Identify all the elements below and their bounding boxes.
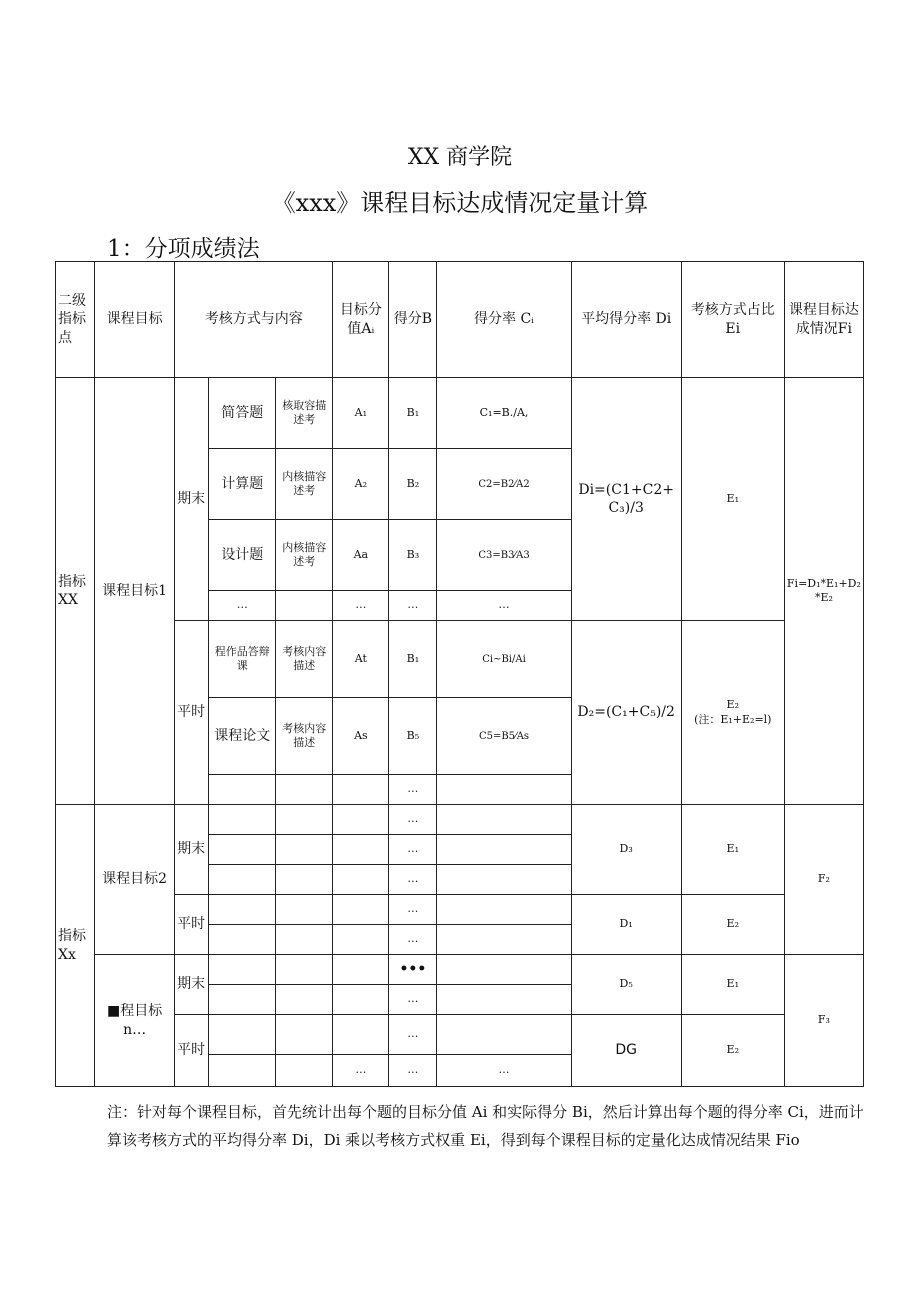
e3-cell: E₁: [681, 805, 784, 895]
a-cell: As: [333, 698, 389, 775]
table-header-row: [56, 262, 864, 378]
footnote: 注：针对每个课程目标，首先统计出每个题的目标分值 Ai 和实际得分 Bi，然后计算出每个题的得分率 Ci，进而计算该考核方式的平均得分率 Di，Di 乘以考核方式权重 Ei，得到每个课程目标的定量化达成情况结果 Fio: [107, 1103, 864, 1149]
a-cell: …: [333, 1055, 389, 1087]
type-cell: 设计题: [209, 520, 276, 591]
desc-cell: 考核内容描述: [276, 698, 333, 775]
header-avg: 平均得分率 Di: [571, 262, 681, 378]
goal2-cell: 课程目标2: [95, 805, 175, 955]
b-cell: …: [389, 805, 437, 835]
header-goal: 课程目标: [95, 262, 175, 378]
desc-cell: [276, 775, 333, 805]
e5-cell: E₁: [681, 955, 784, 1015]
type-cell: [209, 775, 276, 805]
table-row: [56, 955, 864, 985]
d-final-cell: Di=(C1+C2+C₃)/3: [571, 378, 681, 621]
d5-cell: D₅: [571, 955, 681, 1015]
b-cell: …: [389, 1015, 437, 1055]
regular-label: 平时: [175, 621, 209, 805]
table-row: [56, 621, 864, 698]
c-cell: C3=B3⁄A3: [437, 520, 571, 591]
table-row: [56, 378, 864, 449]
e-final-cell: E₁: [681, 378, 784, 621]
b-cell: …: [389, 775, 437, 805]
final-label: 期末: [175, 805, 209, 895]
header-method: 考核方式与内容: [175, 262, 333, 378]
b-cell: B₁: [389, 378, 437, 449]
f2-cell: F₂: [784, 805, 863, 955]
b-cell: …: [389, 985, 437, 1015]
header-target: 目标分值Aᵢ: [333, 262, 389, 378]
b-cell: …: [389, 895, 437, 925]
b-cell: B₅: [389, 698, 437, 775]
header-score: 得分B: [389, 262, 437, 378]
b-cell: B₃: [389, 520, 437, 591]
d-regular-cell: D₂=(C₁+C₅)/2: [571, 621, 681, 805]
eg-cell: E₂: [681, 1015, 784, 1087]
regular-label: 平时: [175, 1015, 209, 1087]
c-cell: Ci~Bi/Ai: [437, 621, 571, 698]
type-cell: 程作品答辩课: [209, 621, 276, 698]
d1-cell: D₁: [571, 895, 681, 955]
d3-cell: D₃: [571, 805, 681, 895]
document-title: 《xxx》课程目标达成情况定量计算: [271, 189, 649, 217]
b-cell: …: [389, 835, 437, 865]
c-cell: [437, 775, 571, 805]
header-rate: 得分率 Cᵢ: [437, 262, 571, 378]
f-cell: Fi=D₁*E₁+D₂*E₂: [784, 378, 863, 805]
final-label: 期末: [175, 378, 209, 621]
b-cell: B₁: [389, 621, 437, 698]
indicator2-cell: 指标Xx: [56, 805, 95, 1087]
institution-title: XX 商学院: [407, 145, 513, 170]
regular-label: 平时: [175, 895, 209, 955]
desc-cell: 考核内容描述: [276, 621, 333, 698]
type-cell: 课程论文: [209, 698, 276, 775]
final-label: 期末: [175, 955, 209, 1015]
achievement-table: [55, 261, 864, 1087]
type-cell: …: [209, 591, 276, 621]
c-cell: …: [437, 1055, 571, 1087]
table-row: [56, 895, 864, 925]
b-cell: …: [389, 865, 437, 895]
a-cell: …: [333, 591, 389, 621]
a-cell: [333, 775, 389, 805]
e-regular-value: E₂: [726, 698, 739, 712]
a-cell: At: [333, 621, 389, 698]
type-cell: 计算题: [209, 449, 276, 520]
c-cell: C2=B2⁄A2: [437, 449, 571, 520]
c-cell: C5=B5⁄As: [437, 698, 571, 775]
b-cell: B₂: [389, 449, 437, 520]
e1-cell: E₂: [681, 895, 784, 955]
indicator-cell: 指标XX: [56, 378, 95, 805]
table-row: [56, 1015, 864, 1055]
header-ratio: 考核方式占比 Ei: [681, 262, 784, 378]
b-cell: …: [389, 1055, 437, 1087]
b-cell: •••: [389, 955, 437, 985]
dg-cell: DG: [571, 1015, 681, 1087]
section-heading: 1：分项成绩法: [107, 236, 260, 262]
f3-cell: F₃: [784, 955, 863, 1087]
c-cell: C₁=B./A,: [437, 378, 571, 449]
desc-cell: [276, 591, 333, 621]
table-row: [56, 805, 864, 835]
b-cell: …: [389, 925, 437, 955]
e-regular-cell: [681, 621, 784, 805]
goaln-cell: ■程目标 n…: [95, 955, 175, 1087]
desc-cell: 内核描容述考: [276, 449, 333, 520]
goal-cell: 课程目标1: [95, 378, 175, 805]
a-cell: Aa: [333, 520, 389, 591]
c-cell: …: [437, 591, 571, 621]
header-achieve: 课程目标达成情况Fi: [784, 262, 863, 378]
header-level2: 二级指标点: [56, 262, 95, 378]
e-regular-note: (注：E₁+E₂=l): [694, 712, 772, 726]
desc-cell: 内核描容述考: [276, 520, 333, 591]
type-cell: 简答题: [209, 378, 276, 449]
desc-cell: 核取容描述考: [276, 378, 333, 449]
b-cell: …: [389, 591, 437, 621]
a-cell: A₁: [333, 378, 389, 449]
a-cell: A₂: [333, 449, 389, 520]
